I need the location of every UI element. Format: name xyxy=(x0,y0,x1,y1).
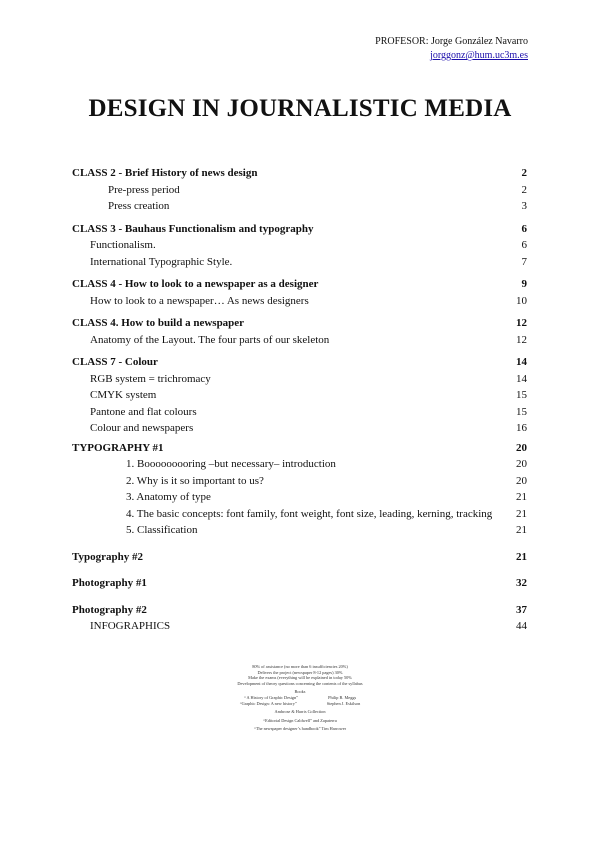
toc-entry-page: 21 xyxy=(516,491,527,503)
toc-entry-label: CLASS 3 - Bauhaus Functionalism and typography xyxy=(72,222,314,235)
toc-entry[interactable] xyxy=(72,276,527,293)
book-entry xyxy=(0,701,600,707)
toc-entry-label: RGB system = trichromacy xyxy=(90,372,211,385)
toc-entry-label: Typography #2 xyxy=(72,550,144,563)
toc-entry-page: 15 xyxy=(516,389,527,401)
toc-entry-page: 6 xyxy=(521,239,527,251)
grading-line: Development of theory questions concerning the contents of the syllabus xyxy=(237,680,363,686)
toc-entry[interactable] xyxy=(72,456,527,473)
toc-entry[interactable] xyxy=(72,489,527,506)
toc-entry-page: 21 xyxy=(516,507,527,520)
toc-entry[interactable] xyxy=(72,420,527,437)
toc-entry-label: 2. Why is it so important to us? xyxy=(126,474,264,487)
toc-entry[interactable] xyxy=(72,293,527,310)
toc-entry-label: 3. Anatomy of type xyxy=(126,491,211,503)
toc-entry-label: Press creation xyxy=(108,200,170,212)
book-title: “ A History of Graphic Design” xyxy=(243,694,299,700)
books-heading: Books xyxy=(294,689,306,695)
toc-entry[interactable] xyxy=(72,198,527,215)
toc-entry[interactable] xyxy=(72,315,527,332)
grading-notes xyxy=(0,664,600,686)
toc-entry-label: Colour and newspapers xyxy=(90,422,194,434)
toc-entry-label: INFOGRAPHICS xyxy=(90,620,171,632)
toc-entry[interactable] xyxy=(72,602,527,619)
grading-line: Delivers the project (newspaper 8-12 pages) 30% xyxy=(257,669,343,675)
toc-entry-page: 16 xyxy=(516,422,527,434)
author-block xyxy=(375,35,528,63)
toc-entry-page: 15 xyxy=(516,405,527,418)
toc-entry-page: 20 xyxy=(516,474,527,487)
toc-entry-label: CLASS 7 - Colour xyxy=(72,356,158,368)
other-reference: Ambrose & Harris Collection xyxy=(274,709,326,715)
toc-entry-label: 4. The basic concepts: font family, font weight, font size, leading, kerning, tracking xyxy=(126,507,493,520)
grading-line: Make the exams (everything will be explained in today 50% xyxy=(248,675,352,681)
toc-entry-label: CMYK system xyxy=(90,389,157,401)
toc-entry-label: CLASS 4. How to build a newspaper xyxy=(72,317,245,329)
toc-entry[interactable] xyxy=(72,221,527,238)
course-notes xyxy=(0,664,600,735)
toc-entry-label: 1. Booooooooring –but necessary– introduction xyxy=(126,458,336,470)
toc-entry-label: TYPOGRAPHY #1 xyxy=(72,441,164,454)
toc-entry-label: 5. Classification xyxy=(126,524,198,536)
toc-entry-page: 37 xyxy=(516,603,527,616)
toc-entry-page: 20 xyxy=(516,441,527,454)
author-name: PROFESOR: Jorge González Navarro xyxy=(375,36,528,47)
toc-entry[interactable] xyxy=(72,549,527,566)
toc-entry-label: Pre-press period xyxy=(108,183,180,196)
toc-entry-label: How to look to a newspaper… As news designers xyxy=(90,294,309,307)
book-author: Philip B. Meggs xyxy=(328,694,357,700)
toc-entry-label: Photography #1 xyxy=(72,577,147,589)
toc-entry-label: CLASS 2 - Brief History of news design xyxy=(72,167,258,179)
toc-entry[interactable] xyxy=(72,575,527,592)
toc-entry-page: 2 xyxy=(521,167,527,179)
toc-entry[interactable] xyxy=(72,473,527,490)
toc-entry[interactable] xyxy=(72,440,527,457)
grading-line: 80% of assistance (no more than 6 insufficiencies 20%) xyxy=(252,664,348,669)
toc-entry-page: 10 xyxy=(516,294,527,307)
toc-entry[interactable] xyxy=(72,332,527,349)
toc-entry-page: 21 xyxy=(516,524,527,536)
toc-entry[interactable] xyxy=(72,254,527,271)
toc-entry-label: Anatomy of the Layout. The four parts of our skeleton xyxy=(90,333,330,346)
toc-entry-page: 6 xyxy=(521,222,527,235)
toc-entry-label: Pantone and flat colours xyxy=(90,405,197,418)
toc-entry-page: 2 xyxy=(521,183,527,196)
toc-entry[interactable] xyxy=(72,618,527,635)
toc-entry[interactable] xyxy=(72,522,527,539)
book-title: “Graphic Design: A new history” xyxy=(239,700,297,706)
other-reference: “Editorial Design Caldwell” and Zapaterra xyxy=(263,717,337,723)
toc-entry-page: 14 xyxy=(516,372,527,385)
table-of-contents xyxy=(72,165,527,635)
toc-entry-page: 44 xyxy=(516,620,527,632)
toc-entry-page: 32 xyxy=(516,577,527,589)
toc-entry[interactable] xyxy=(72,354,527,371)
book-author: Stephen J. Eskilson xyxy=(326,700,361,706)
toc-entry[interactable] xyxy=(72,387,527,404)
toc-entry-page: 12 xyxy=(516,333,527,346)
toc-entry-page: 21 xyxy=(516,550,527,563)
toc-entry-label: Functionalism. xyxy=(90,239,156,251)
toc-entry[interactable] xyxy=(72,237,527,254)
toc-entry[interactable] xyxy=(72,182,527,199)
toc-entry[interactable] xyxy=(72,404,527,421)
toc-entry-page: 3 xyxy=(521,200,527,212)
toc-entry-page: 20 xyxy=(516,458,527,470)
toc-entry-page: 9 xyxy=(521,278,527,290)
toc-entry-label: CLASS 4 - How to look to a newspaper as a designer xyxy=(72,278,319,290)
author-email-link[interactable]: jorggonz@hum.uc3m.es xyxy=(430,50,528,61)
books-list xyxy=(0,689,600,706)
toc-entry-label: Photography #2 xyxy=(72,603,147,616)
toc-entry[interactable] xyxy=(72,506,527,523)
toc-entry[interactable] xyxy=(72,371,527,388)
toc-entry-page: 12 xyxy=(516,317,527,329)
other-reference: “The newspaper designer’s handbook” Tim Harrower xyxy=(253,726,347,732)
toc-entry[interactable] xyxy=(72,165,527,182)
document-title: DESIGN IN JOURNALISTIC MEDIA xyxy=(88,95,512,122)
toc-entry-page: 14 xyxy=(516,356,527,368)
toc-entry-label: International Typographic Style. xyxy=(90,255,233,268)
toc-entry-page: 7 xyxy=(521,255,527,268)
